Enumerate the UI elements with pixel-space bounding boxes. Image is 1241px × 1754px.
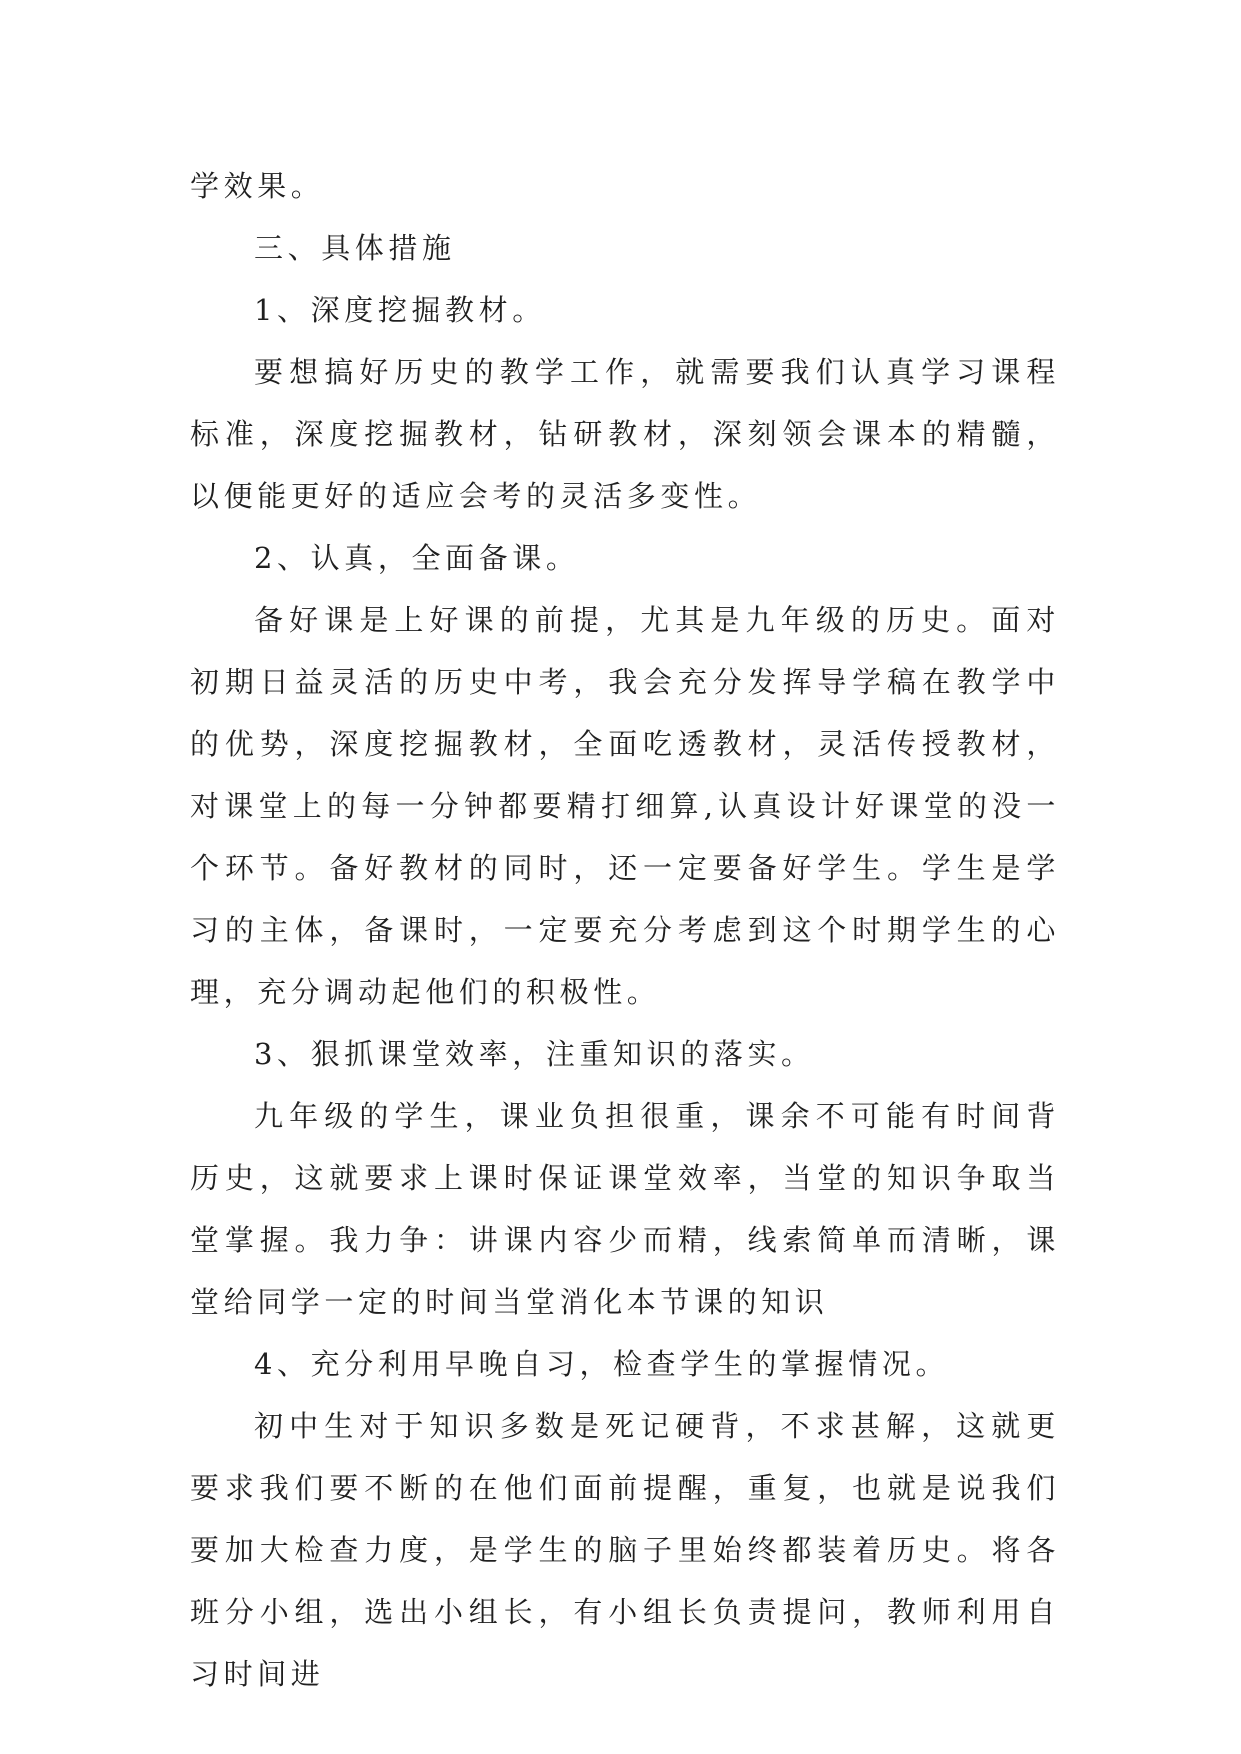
measure-body-3: 九年级的学生，课业负担很重，课余不可能有时间背历史，这就要求上课时保证课堂效率，当堂的知识争取当堂掌握。我力争：讲课内容少而精，线索简单而清晰，课堂给同学一定的时间当堂消化本节课的知识 (190, 1099, 1060, 1319)
section-heading-measures: 三、具体措施 (254, 231, 456, 265)
paragraph-continuation: 学效果。 (190, 169, 325, 203)
document-body (190, 155, 1060, 1705)
measure-body-1: 要想搞好历史的教学工作，就需要我们认真学习课程标准，深度挖掘教材，钻研教材，深刻领会课本的精髓，以便能更好的适应会考的灵活多变性。 (190, 355, 1060, 513)
measure-heading-2: 2、认真，全面备课。 (254, 541, 580, 575)
measure-body-4: 初中生对于知识多数是死记硬背，不求甚解，这就更要求我们要不断的在他们面前提醒，重复，也就是说我们要加大检查力度，是学生的脑子里始终都装着历史。将各班分小组，选出小组长，有小组长负责提问，教师利用自习时间进 (190, 1409, 1060, 1691)
measure-heading-1: 1、深度挖掘教材。 (254, 293, 546, 327)
measure-heading-3: 3、狠抓课堂效率，注重知识的落实。 (254, 1037, 815, 1071)
measure-body-2: 备好课是上好课的前提，尤其是九年级的历史。面对初期日益灵活的历史中考，我会充分发挥导学稿在教学中的优势，深度挖掘教材，全面吃透教材，灵活传授教材，对课堂上的每一分钟都要精打细算,认真设计好课堂的没一个环节。备好教材的同时，还一定要备好学生。学生是学习的主体，备课时，一定要充分考虑到这个时期学生的心理，充分调动起他们的积极性。 (190, 603, 1060, 1009)
measure-heading-4: 4、充分利用早晚自习，检查学生的掌握情况。 (254, 1347, 950, 1381)
